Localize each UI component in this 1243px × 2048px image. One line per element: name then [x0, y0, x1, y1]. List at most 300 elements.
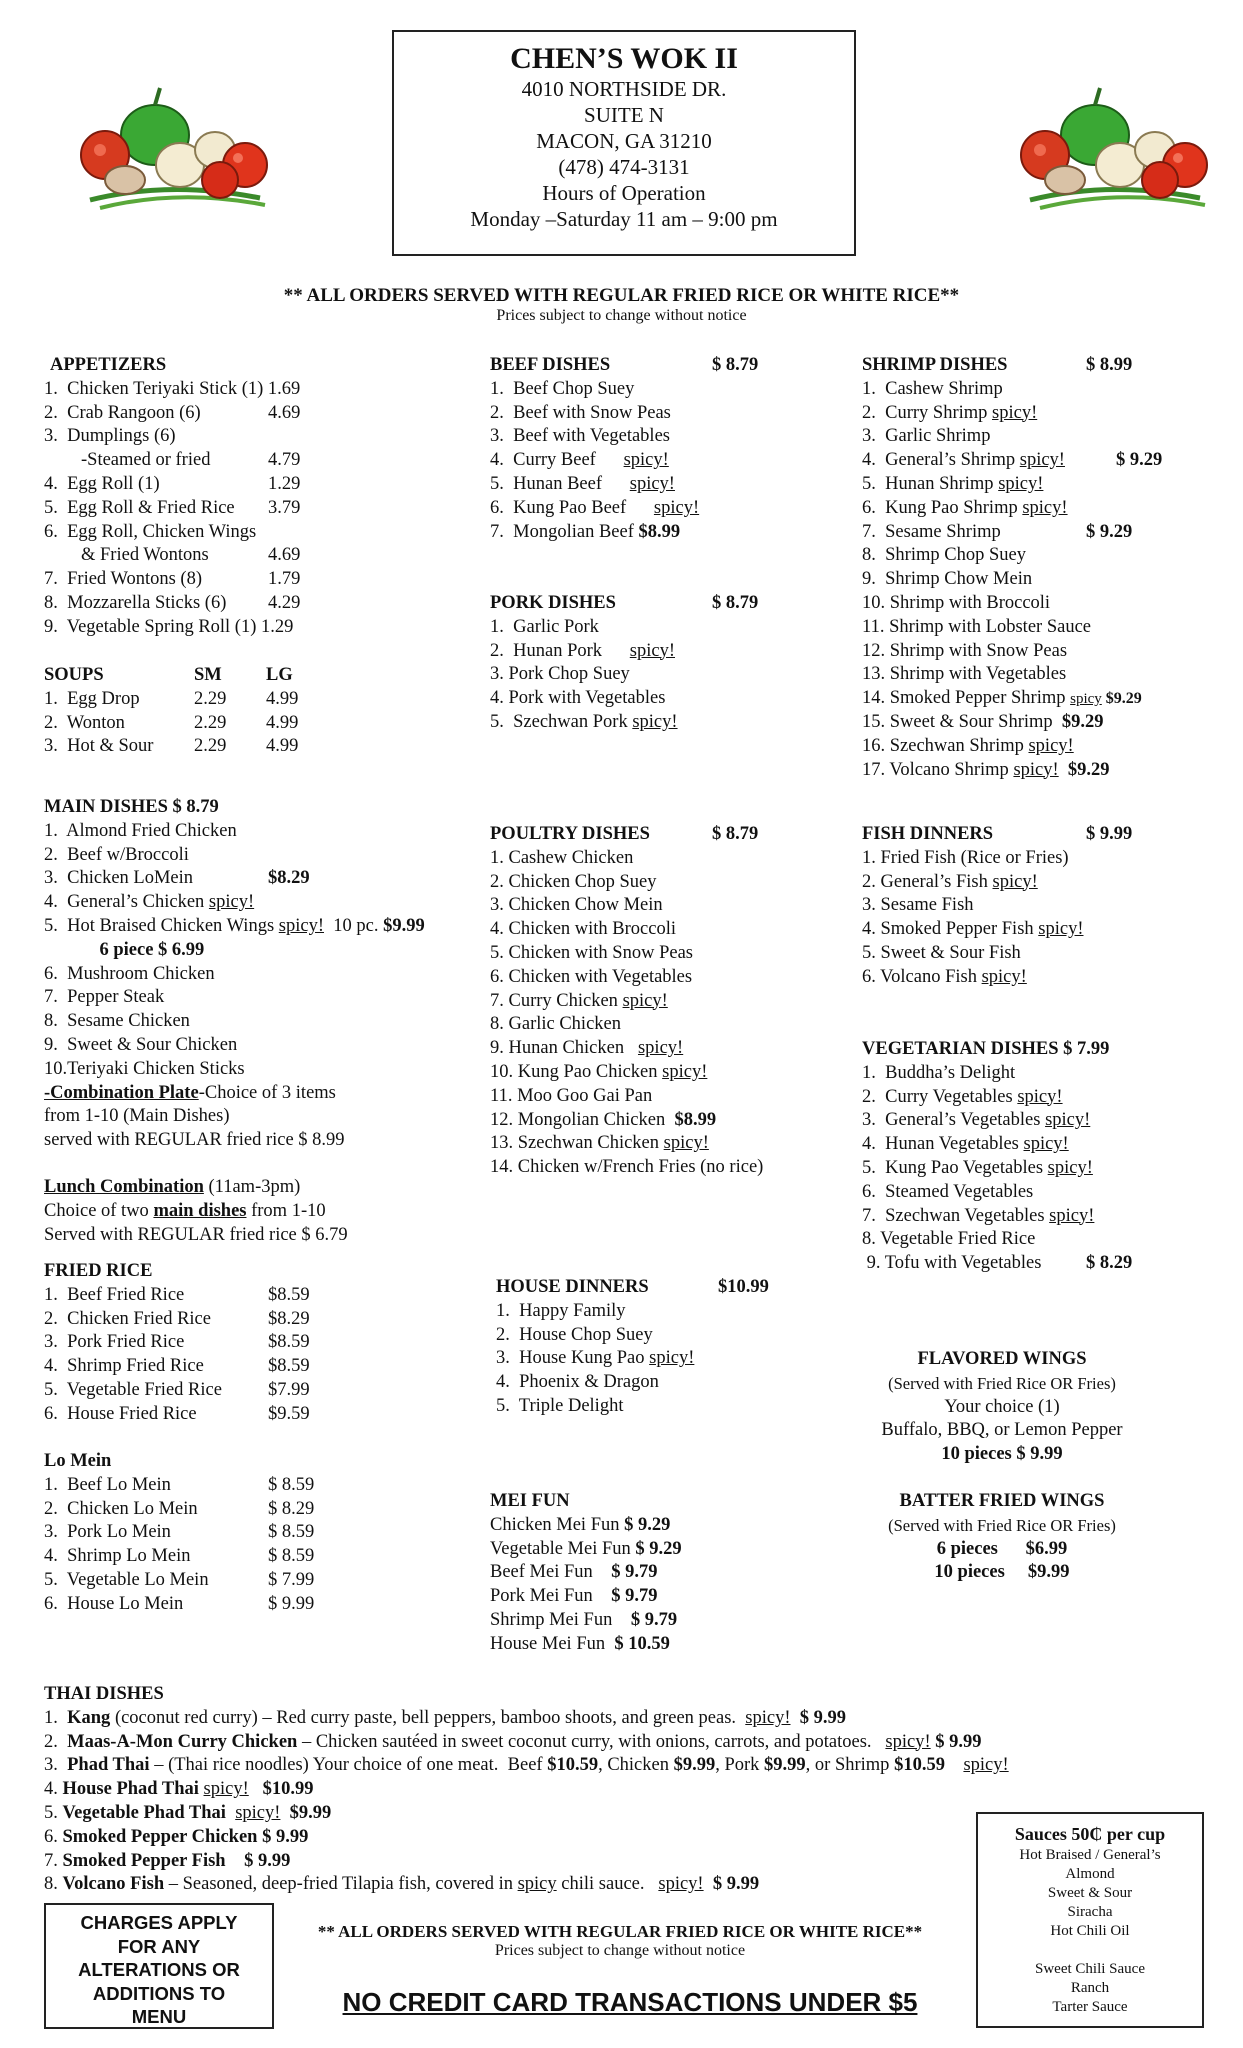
appetizer-item-name: 1. Chicken Teriyaki Stick (1) 1.69: [44, 378, 301, 399]
flavored-wings-title: FLAVORED WINGS: [917, 1349, 1087, 1369]
appetizer-item: [44, 497, 484, 521]
appetizer-item-price: 3.79: [268, 497, 301, 518]
appetizer-item: [44, 378, 484, 402]
spicy-label: spicy!: [623, 450, 669, 471]
soup-lg-price: 4.99: [266, 712, 299, 733]
footer-orders-notice: ** ALL ORDERS SERVED WITH REGULAR FRIED RICE OR WHITE RICE**: [317, 1922, 923, 1941]
spicy-label: spicy!: [963, 1755, 1009, 1776]
appetizer-item-price: 4.79: [268, 450, 301, 471]
price: $9.99: [673, 1755, 716, 1776]
charges-line: CHARGES APPLY: [80, 1912, 238, 1933]
main-dish-item: 9. Sweet & Sour Chicken: [44, 1034, 238, 1055]
flavored-wings-line-1: (Served with Fried Rice OR Fries): [888, 1373, 1116, 1393]
appetizer-item-name: 7. Fried Wontons (8): [44, 569, 202, 590]
thai-item-name: Smoked Pepper Chicken: [62, 1826, 258, 1847]
vegetarian-price: $ 8.29: [1086, 1253, 1133, 1274]
appetizer-item: [44, 616, 484, 640]
beef-price: $ 8.79: [712, 355, 759, 375]
main-dish-item: 2. Beef w/Broccoli: [44, 844, 189, 865]
thai-item-name: Smoked Pepper Fish: [62, 1850, 226, 1871]
thai-title: THAI DISHES: [44, 1684, 164, 1704]
vegetarian-item: 5. Kung Pao Vegetables spicy!: [862, 1157, 1093, 1178]
lunch-section: [44, 1176, 504, 1247]
soup-lg-price: 4.99: [266, 736, 299, 757]
fried-rice-item: [44, 1355, 484, 1379]
appetizer-item-price: 1.79: [268, 569, 301, 590]
prices-notice: Prices subject to change without notice: [496, 307, 747, 324]
house-dinners-section: [496, 1276, 826, 1419]
mei-fun-price: $ 9.29: [635, 1538, 682, 1559]
soup-item: [44, 688, 484, 712]
spicy-label: spicy!: [992, 871, 1038, 892]
poultry-item: 2. Chicken Chop Suey: [490, 871, 657, 892]
lo-mein-section: [44, 1450, 484, 1617]
poultry-price: $ 8.79: [712, 824, 759, 844]
beef-title: BEEF DISHES: [490, 355, 611, 375]
lo-mein-item: [44, 1521, 484, 1545]
lo-mein-item: [44, 1498, 484, 1522]
vegetarian-item: 4. Hunan Vegetables spicy!: [862, 1134, 1069, 1155]
appetizer-item-price: 4.69: [268, 545, 301, 566]
spicy-label: spicy!: [1023, 1134, 1069, 1155]
fried-rice-item: [44, 1403, 484, 1427]
spicy-label: spicy!: [629, 473, 675, 494]
mei-fun-title: MEI FUN: [490, 1491, 570, 1511]
shrimp-item: 16. Szechwan Shrimp spicy!: [862, 735, 1074, 756]
spicy-label: spicy!: [981, 966, 1027, 987]
poultry-item: 10. Kung Pao Chicken spicy!: [490, 1061, 708, 1082]
fish-item: 5. Sweet & Sour Fish: [862, 942, 1021, 963]
vegetarian-item: 1. Buddha’s Delight: [862, 1062, 1016, 1083]
spicy-label: spicy!: [885, 1731, 931, 1752]
lunch-title: Lunch Combination: [44, 1177, 204, 1197]
fish-title: FISH DINNERS: [862, 824, 994, 844]
spicy-label: spicy!: [622, 990, 668, 1011]
vegetarian-title: VEGETARIAN DISHES $ 7.99: [862, 1039, 1110, 1059]
main-dish-item: 6. Mushroom Chicken: [44, 963, 215, 984]
flavored-wings-line-2: Your choice (1): [944, 1396, 1060, 1417]
price: $10.59: [894, 1755, 945, 1776]
lo-mein-item-price: $ 7.99: [268, 1569, 315, 1590]
mei-fun-name: House Mei Fun: [490, 1633, 615, 1654]
main-dish-item: 10.Teriyaki Chicken Sticks: [44, 1058, 245, 1079]
pork-item: 1. Garlic Pork: [490, 616, 599, 637]
lunch-line-2c: from 1-10: [246, 1200, 326, 1221]
hours-label: Hours of Operation: [542, 181, 706, 205]
fried-rice-section: [44, 1260, 484, 1427]
sauce-item: Siracha: [1067, 1904, 1113, 1920]
pork-section: [490, 592, 780, 735]
combo-title: -Combination Plate: [44, 1082, 199, 1103]
thai-item-name: Phad Thai: [67, 1755, 150, 1776]
poultry-item: 1. Cashew Chicken: [490, 847, 634, 868]
house-dinner-item: 3. House Kung Pao spicy!: [496, 1348, 695, 1369]
shrimp-item: 5. Hunan Shrimp spicy!: [862, 473, 1044, 494]
pork-title: PORK DISHES: [490, 593, 616, 613]
lo-mein-item-name: 5. Vegetable Lo Mein: [44, 1569, 209, 1590]
fried-rice-item-name: 2. Chicken Fried Rice: [44, 1308, 211, 1329]
poultry-item: 7. Curry Chicken spicy!: [490, 990, 668, 1011]
spicy-label: spicy!: [1022, 497, 1068, 518]
shrimp-price: $ 8.99: [1086, 355, 1133, 375]
address-line-2: SUITE N: [584, 103, 664, 127]
price: $ 9.99: [262, 1826, 309, 1847]
price: $9.29: [1067, 759, 1110, 780]
shrimp-item: 6. Kung Pao Shrimp spicy!: [862, 497, 1068, 518]
lunch-line-3: Served with REGULAR fried rice $ 6.79: [44, 1224, 348, 1245]
vegetarian-item: 8. Vegetable Fried Rice: [862, 1229, 1036, 1250]
mei-fun-name: Vegetable Mei Fun: [490, 1538, 636, 1559]
sauce-item: Sweet Chili Sauce: [1035, 1961, 1145, 1977]
lo-mein-title: Lo Mein: [44, 1451, 112, 1471]
vegetarian-item: 9. Tofu with Vegetables $ 8.29: [862, 1252, 1202, 1276]
beef-item: 1. Beef Chop Suey: [490, 378, 635, 399]
thai-item-name: Kang: [67, 1707, 111, 1728]
spicy-label: spicy!: [662, 1061, 708, 1082]
pork-item: 2. Hunan Pork spicy!: [490, 640, 675, 661]
price: $9.29: [1061, 711, 1104, 732]
lo-mein-item-price: $ 8.59: [268, 1522, 315, 1543]
main-dish-item: 7. Pepper Steak: [44, 987, 165, 1008]
spicy-label: spicy!: [653, 497, 700, 518]
top-notice: [0, 285, 1243, 325]
mei-fun-item: [490, 1561, 820, 1585]
shrimp-item: 13. Shrimp with Vegetables: [862, 664, 1067, 685]
spicy-label: spicy!: [1049, 1205, 1095, 1226]
poultry-item: 14. Chicken w/French Fries (no rice): [490, 1157, 764, 1178]
lo-mein-item-name: 1. Beef Lo Mein: [44, 1474, 171, 1495]
spicy-label: spicy!: [629, 640, 675, 661]
spicy-label: spicy!: [1045, 1110, 1091, 1131]
restaurant-name: CHEN’S WOK II: [510, 42, 738, 75]
spicy-label: spicy!: [208, 892, 255, 913]
spicy-label: spicy!: [745, 1707, 791, 1728]
mei-fun-price: $ 10.59: [614, 1633, 670, 1654]
shrimp-item: 1. Cashew Shrimp: [862, 378, 1003, 399]
shrimp-item: 10. Shrimp with Broccoli: [862, 592, 1051, 613]
price: $8.99: [638, 521, 681, 542]
main-dish-item: 4. General’s Chicken spicy!: [44, 892, 255, 913]
appetizer-item-name: & Fried Wontons: [44, 545, 209, 566]
shrimp-item: 4. General’s Shrimp spicy! $ 9.29: [862, 449, 1222, 473]
soup-sm-price: 2.29: [194, 736, 227, 757]
batter-wings-title: BATTER FRIED WINGS: [899, 1491, 1105, 1511]
shrimp-item: 15. Sweet & Sour Shrimp $9.29: [862, 711, 1104, 732]
combo-line-2: from 1-10 (Main Dishes): [44, 1106, 230, 1127]
footer-prices-notice: Prices subject to change without notice: [494, 1942, 746, 1959]
vegetarian-item: 3. General’s Vegetables spicy!: [862, 1110, 1091, 1131]
beef-section: [490, 354, 780, 544]
shrimp-item: 12. Shrimp with Snow Peas: [862, 640, 1068, 661]
batter-wings-line-2: 6 pieces $6.99: [936, 1538, 1068, 1559]
spicy-label: spicy!: [992, 402, 1038, 423]
shrimp-item: 3. Garlic Shrimp: [862, 426, 991, 447]
main-dish-price: $8.29: [268, 868, 310, 889]
mei-fun-item: [490, 1609, 820, 1633]
appetizer-item-name: 3. Dumplings (6): [44, 426, 176, 447]
price: $ 9.99: [712, 1874, 760, 1895]
mei-fun-item: [490, 1633, 820, 1657]
combo-line-3: served with REGULAR fried rice $ 8.99: [44, 1130, 345, 1151]
spicy-label: spicy!: [1013, 759, 1059, 780]
house-dinner-item: 5. Triple Delight: [496, 1395, 624, 1416]
batter-wings-line-3: 10 pieces $9.99: [934, 1562, 1070, 1583]
lo-mein-item-price: $ 8.59: [268, 1474, 315, 1495]
price: $10.99: [262, 1779, 314, 1800]
spicy-label: spicy!: [637, 1038, 684, 1059]
city-line: MACON, GA 31210: [536, 129, 712, 153]
thai-item: 2. Maas-A-Mon Curry Chicken – Chicken sautéed in sweet coconut curry, with onions, carrots, and potatoes. spicy! $ 9.99: [44, 1731, 982, 1752]
appetizer-item-price: 1.29: [268, 473, 301, 494]
fried-rice-item-name: 4. Shrimp Fried Rice: [44, 1356, 204, 1377]
lo-mein-item-name: 4. Shrimp Lo Mein: [44, 1546, 191, 1567]
thai-item: 7. Smoked Pepper Fish $ 9.99: [44, 1850, 291, 1871]
soups-title: SOUPS: [44, 665, 104, 685]
sauce-item: Almond: [1065, 1866, 1115, 1882]
spicy-label: spicy: [517, 1874, 557, 1895]
restaurant-header: [392, 30, 856, 256]
beef-item: 5. Hunan Beef spicy!: [490, 473, 675, 494]
shrimp-item: 8. Shrimp Chop Suey: [862, 545, 1026, 566]
lo-mein-item: [44, 1474, 484, 1498]
beef-item: 7. Mongolian Beef $8.99: [490, 521, 681, 542]
fried-rice-item: [44, 1331, 484, 1355]
sauce-item: Hot Braised / General’s: [1019, 1847, 1161, 1863]
lo-mein-item: [44, 1593, 484, 1617]
mei-fun-price: $ 9.79: [630, 1609, 678, 1630]
shrimp-item: 17. Volcano Shrimp spicy! $9.29: [862, 759, 1110, 780]
main-dish-item: 1. Almond Fried Chicken: [44, 820, 237, 841]
thai-item: 8. Volcano Fish – Seasoned, deep-fried Tilapia fish, covered in spicy chili sauce. spicy! $ 9.99: [44, 1874, 760, 1895]
thai-item-name: House Phad Thai: [62, 1779, 199, 1800]
fish-item: 1. Fried Fish (Rice or Fries): [862, 847, 1069, 868]
pork-item: 3. Pork Chop Suey: [490, 664, 630, 685]
main-dish-item: 3. Chicken LoMein $8.29: [44, 867, 504, 891]
fish-item: 3. Sesame Fish: [862, 895, 974, 916]
house-dinners-title: HOUSE DINNERS: [496, 1277, 649, 1297]
no-credit-card-notice: NO CREDIT CARD TRANSACTIONS UNDER $5: [342, 1987, 918, 2017]
main-dishes-section: [44, 796, 504, 1153]
spicy-label: spicy!: [632, 711, 678, 732]
price: $ 9.99: [244, 1850, 291, 1871]
shrimp-item: 9. Shrimp Chow Mein: [862, 569, 1033, 590]
lo-mein-item-price: $ 9.99: [268, 1593, 315, 1614]
poultry-item: 4. Chicken with Broccoli: [490, 919, 676, 940]
sauce-item: Ranch: [1070, 1980, 1110, 1996]
vegetarian-item: 7. Szechwan Vegetables spicy!: [862, 1205, 1095, 1226]
price: $ 9.99: [935, 1731, 982, 1752]
appetizer-item-price: 4.29: [268, 592, 301, 613]
poultry-item: 3. Chicken Chow Mein: [490, 895, 663, 916]
sauces-title: Sauces 50₵ per cup: [1014, 1824, 1166, 1844]
flavored-wings-section: [852, 1348, 1152, 1467]
appetizers-section: [44, 354, 484, 640]
soup-item: [44, 735, 484, 759]
lo-mein-item-price: $ 8.59: [268, 1546, 315, 1567]
appetizer-item: [44, 425, 484, 449]
poultry-item: 13. Szechwan Chicken spicy!: [490, 1133, 709, 1154]
fried-rice-title: FRIED RICE: [44, 1261, 153, 1281]
soups-section: [44, 664, 484, 759]
fried-rice-item: [44, 1284, 484, 1308]
poultry-section: [490, 823, 820, 1180]
shrimp-item: 14. Smoked Pepper Shrimp spicy $9.29: [862, 688, 1142, 709]
house-dinner-item: 1. Happy Family: [496, 1300, 626, 1321]
lo-mein-item-name: 3. Pork Lo Mein: [44, 1522, 171, 1543]
batter-wings-line-1: (Served with Fried Rice OR Fries): [888, 1515, 1116, 1535]
appetizer-item-name: 8. Mozzarella Sticks (6): [44, 592, 227, 613]
fried-rice-item: [44, 1308, 484, 1332]
poultry-item: 11. Moo Goo Gai Pan: [490, 1085, 653, 1106]
bottom-notice: [270, 1922, 970, 1960]
price: $8.99: [674, 1109, 717, 1130]
fried-rice-item: [44, 1379, 484, 1403]
lo-mein-item-name: 2. Chicken Lo Mein: [44, 1498, 198, 1519]
fried-rice-item-name: 3. Pork Fried Rice: [44, 1332, 185, 1353]
spicy-label: spicy!: [1047, 1157, 1093, 1178]
main-dish-item: 8. Sesame Chicken: [44, 1011, 190, 1032]
appetizer-item: [44, 473, 484, 497]
mei-fun-name: Shrimp Mei Fun: [490, 1609, 631, 1630]
hours-value: Monday –Saturday 11 am – 9:00 pm: [470, 207, 778, 231]
appetizer-item: [44, 449, 484, 473]
flavored-wings-line-4: 10 pieces $ 9.99: [941, 1444, 1063, 1465]
poultry-item: 9. Hunan Chicken spicy!: [490, 1038, 684, 1059]
price: $9.99: [764, 1755, 806, 1776]
fish-item: 6. Volcano Fish spicy!: [862, 966, 1027, 987]
main-dishes-title: MAIN DISHES $ 8.79: [44, 797, 219, 817]
spicy-label: spicy!: [235, 1802, 281, 1823]
spicy-label: spicy!: [658, 1874, 704, 1895]
charges-notice-box: [44, 1903, 274, 2029]
fish-price: $ 9.99: [1086, 824, 1133, 844]
sauce-item: Tarter Sauce: [1052, 1999, 1128, 2015]
soup-name: 1. Egg Drop: [44, 688, 140, 709]
appetizer-item: [44, 592, 484, 616]
shrimp-section: [862, 354, 1222, 782]
lo-mein-item: [44, 1569, 484, 1593]
mei-fun-price: $ 9.79: [611, 1586, 658, 1607]
thai-item: 3. Phad Thai – (Thai rice noodles) Your choice of one meat. Beef $10.59, Chicken $9.99, Pork $9.99, or Shrimp $10.59 spicy!: [44, 1755, 1009, 1776]
beef-item: 6. Kung Pao Beef spicy!: [490, 497, 700, 518]
main-dish-item: 5. Hot Braised Chicken Wings spicy! 10 pc. $9.99: [44, 915, 425, 936]
thai-item-name: Volcano Fish: [62, 1874, 165, 1895]
orders-notice: ** ALL ORDERS SERVED WITH REGULAR FRIED RICE OR WHITE RICE**: [283, 285, 960, 306]
charges-line: ADDITIONS TO: [92, 1982, 226, 2004]
vegetables-right-illustration: [1000, 80, 1220, 220]
fried-rice-item-price: $8.59: [268, 1284, 310, 1305]
beef-item: 2. Beef with Snow Peas: [490, 402, 671, 423]
lo-mein-item-name: 6. House Lo Mein: [44, 1593, 184, 1614]
pork-item: 4. Pork with Vegetables: [490, 688, 666, 709]
mei-fun-name: Chicken Mei Fun: [490, 1514, 625, 1535]
fish-item: 2. General’s Fish spicy!: [862, 871, 1038, 892]
spicy-label: spicy!: [1028, 735, 1074, 756]
vegetarian-section: [862, 1038, 1202, 1276]
price: $ 9.99: [799, 1707, 846, 1728]
mei-fun-name: Pork Mei Fun: [490, 1586, 612, 1607]
fried-rice-item-price: $8.59: [268, 1332, 310, 1353]
appetizer-item-price: 4.69: [268, 402, 301, 423]
mei-fun-item: [490, 1514, 820, 1538]
mei-fun-section: [490, 1490, 820, 1657]
mei-fun-item: [490, 1585, 820, 1609]
lo-mein-item: [44, 1545, 484, 1569]
fried-rice-item-price: $9.59: [268, 1403, 310, 1424]
thai-item: 1. Kang (coconut red curry) – Red curry paste, bell peppers, bamboo shoots, and green peas. spicy! $ 9.99: [44, 1707, 846, 1728]
poultry-item: 6. Chicken with Vegetables: [490, 966, 693, 987]
appetizer-item-name: -Steamed or fried: [44, 450, 211, 471]
mei-fun-price: $ 9.29: [624, 1514, 671, 1535]
shrimp-item: 7. Sesame Shrimp $ 9.29: [862, 521, 1222, 545]
shrimp-item: 11. Shrimp with Lobster Sauce: [862, 616, 1091, 637]
flavored-wings-line-3: Buffalo, BBQ, or Lemon Pepper: [881, 1420, 1123, 1441]
appetizer-item: [44, 568, 484, 592]
mei-fun-name: Beef Mei Fun: [490, 1562, 612, 1583]
fried-rice-item-name: 5. Vegetable Fried Rice: [44, 1379, 222, 1400]
soup-lg-price: 4.99: [266, 688, 299, 709]
appetizer-item-name: 6. Egg Roll, Chicken Wings: [44, 521, 257, 542]
spicy-label: spicy!: [203, 1779, 249, 1800]
charges-line: MENU: [131, 2006, 187, 2027]
beef-item: 3. Beef with Vegetables: [490, 426, 670, 447]
batter-wings-section: [852, 1490, 1152, 1585]
price: $9.29: [1101, 690, 1142, 708]
thai-item-name: Maas-A-Mon Curry Chicken: [67, 1731, 298, 1752]
appetizer-item: [44, 402, 484, 426]
poultry-item: 8. Garlic Chicken: [490, 1014, 621, 1035]
combo-desc: -Choice of 3 items: [198, 1082, 336, 1103]
house-dinners-price: $10.99: [718, 1277, 769, 1297]
appetizer-item-name: 4. Egg Roll (1): [44, 473, 160, 494]
appetizer-item-name: 5. Egg Roll & Fried Rice: [44, 497, 235, 518]
charges-line: FOR ANY: [117, 1935, 201, 1957]
mei-fun-price: $ 9.79: [611, 1562, 658, 1583]
vegetarian-item: 6. Steamed Vegetables: [862, 1181, 1034, 1202]
spicy-label: spicy!: [1017, 1086, 1063, 1107]
price: $9.99: [383, 915, 425, 936]
lunch-hours: (11am-3pm): [203, 1177, 301, 1197]
fried-rice-item-name: 1. Beef Fried Rice: [44, 1284, 185, 1305]
thai-item: 5. Vegetable Phad Thai spicy! $9.99: [44, 1802, 332, 1823]
thai-section: [44, 1683, 1009, 1897]
appetizers-title: APPETIZERS: [50, 355, 167, 375]
price: $9.99: [289, 1802, 332, 1823]
address-line-1: 4010 NORTHSIDE DR.: [521, 77, 727, 101]
lo-mein-item-price: $ 8.29: [268, 1498, 315, 1519]
shrimp-price: $ 9.29: [1116, 450, 1163, 471]
soup-sm-price: 2.29: [194, 712, 227, 733]
shrimp-price: $ 9.29: [1086, 521, 1133, 542]
main-dish-item: [44, 939, 504, 963]
pork-price: $ 8.79: [712, 593, 759, 613]
fried-rice-item-price: $8.59: [268, 1356, 310, 1377]
charges-line: ALTERATIONS OR: [78, 1959, 240, 1980]
spicy-label: spicy!: [1019, 450, 1065, 471]
mei-fun-item: [490, 1538, 820, 1562]
soup-item: [44, 712, 484, 736]
soups-sm-header: SM: [194, 665, 222, 685]
fried-rice-item-price: $8.29: [268, 1308, 310, 1329]
appetizer-item-name: 9. Vegetable Spring Roll (1) 1.29: [44, 616, 294, 637]
pork-item: 5. Szechwan Pork spicy!: [490, 711, 678, 732]
price: $10.59: [547, 1755, 599, 1776]
lunch-line-2a: Choice of two: [44, 1200, 154, 1221]
sauce-item: Sweet & Sour: [1047, 1885, 1133, 1901]
appetizer-item: [44, 521, 484, 545]
lunch-line-2b: main dishes: [153, 1200, 247, 1221]
thai-item: 6. Smoked Pepper Chicken $ 9.99: [44, 1826, 309, 1847]
